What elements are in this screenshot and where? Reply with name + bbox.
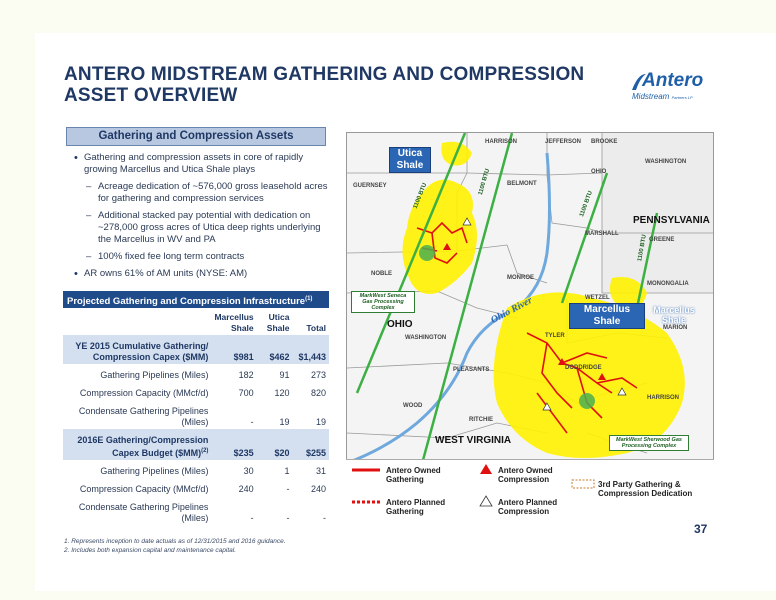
table-header-bar <box>63 291 329 308</box>
county-label: HARRISON <box>647 395 680 401</box>
bullet-item: • AR owns 61% of AM units (NYSE: AM) <box>70 268 332 280</box>
page-frame-bottom <box>0 591 776 600</box>
cell-marcellus: $981 <box>211 335 256 364</box>
row-label: Gathering Pipelines (Miles) <box>100 370 209 380</box>
state-label-oh: OHIO <box>387 319 413 330</box>
legend-owned-compression: Antero Owned Compression <box>498 466 553 484</box>
footnote-1: 1. Represents inception to date actuals as of 12/31/2015 and 2016 guidance. <box>64 538 286 545</box>
cell-total: 820 <box>310 388 326 398</box>
cell-utica: - <box>286 484 290 494</box>
row-label: Gathering Pipelines (Miles) <box>100 466 209 476</box>
cell-marcellus: $235 <box>211 429 256 460</box>
col-header-total: Total <box>306 323 326 333</box>
row-label: YE 2015 Cumulative Gathering/ Compression Capex ($MM) <box>63 335 211 364</box>
county-label: GREENE <box>649 237 675 243</box>
table-header-text: Projected Gathering and Compression Infrastructure <box>67 296 306 308</box>
county-label: NOBLE <box>371 271 392 277</box>
county-label: WASHINGTON <box>645 159 687 165</box>
county-label: GUERNSEY <box>353 183 387 189</box>
utica-shale-label: Utica Shale <box>389 147 431 173</box>
col-header-blank <box>63 308 211 335</box>
cell-marcellus: - <box>250 417 254 427</box>
county-label: MONROE <box>507 275 534 281</box>
cell-utica: $462 <box>257 335 293 364</box>
legend-third-party: 3rd Party Gathering & Compression Dedication <box>598 480 693 498</box>
row-label: Compression Capacity (MMcf/d) <box>79 388 209 398</box>
county-label: HARRISON <box>485 139 518 145</box>
table-row <box>63 496 329 525</box>
legend-planned-compression: Antero Planned Compression <box>498 498 558 516</box>
btu-label: 1100 BTU <box>579 190 594 218</box>
footnotes <box>64 537 286 555</box>
table-header-sup: (1) <box>305 296 313 302</box>
bullet-list <box>70 152 332 285</box>
state-label-pa: PENNSYLVANIA <box>633 215 710 226</box>
pennsylvania-region <box>602 133 714 293</box>
sherwood-complex-label: MarkWest Sherwood Gas Processing Complex <box>609 435 689 451</box>
cell-marcellus: 700 <box>238 388 254 398</box>
cell-utica: 1 <box>284 466 290 476</box>
map-legend <box>346 459 714 518</box>
legend-owned-gathering: Antero Owned Gathering <box>386 466 441 484</box>
table-row <box>63 478 329 496</box>
legend-planned-gathering: Antero Planned Gathering <box>386 498 446 516</box>
sub-bullet-item: – Acreage dedication of ~576,000 gross leasehold acres for gathering and compression services <box>70 181 332 205</box>
cell-marcellus: 182 <box>238 370 254 380</box>
county-label: JEFFERSON <box>545 139 582 145</box>
logo-wordmark: Antero <box>642 70 704 91</box>
sub-bullet-item: – 100% fixed fee long term contracts <box>70 251 332 263</box>
table-row <box>63 429 329 460</box>
row-label: Compression Capacity (MMcf/d) <box>79 484 209 494</box>
bullet-item: • Gathering and compression assets in core of rapidly growing Marcellus and Utica Shale plays <box>70 152 332 176</box>
cell-total: 240 <box>310 484 326 494</box>
row-label-text: 2016E Gathering/Compression Capex Budget ($MM) <box>77 435 209 458</box>
county-label: WASHINGTON <box>405 335 447 341</box>
county-label: WOOD <box>403 403 423 409</box>
cell-total: - <box>323 513 326 523</box>
sub-bullet-item: – Additional stacked pay potential with dedication on ~278,000 gross acres of Utica deep rights underlying the Marcellus in WV and PA <box>70 210 332 246</box>
cell-utica: 19 <box>279 417 290 427</box>
cell-marcellus: - <box>250 513 254 523</box>
col-header-utica: Utica Shale <box>266 312 290 333</box>
county-label: BROOKE <box>591 139 618 145</box>
btu-label: 1100 BTU <box>637 234 648 262</box>
cell-total: $1,443 <box>292 335 329 364</box>
county-label: WETZEL <box>585 295 610 301</box>
river-label: Ohio River <box>489 295 535 326</box>
slide-title: ANTERO MIDSTREAM GATHERING AND COMPRESSION ASSET OVERVIEW <box>64 64 585 106</box>
data-table <box>63 308 329 525</box>
table-row <box>63 335 329 364</box>
cell-total: 273 <box>310 370 326 380</box>
county-label: OHIO <box>591 169 607 175</box>
county-label: BELMONT <box>507 181 537 187</box>
page-frame-top <box>0 0 776 33</box>
cell-utica: 120 <box>274 388 290 398</box>
antero-logo <box>630 70 720 106</box>
btu-label: 1100 BTU <box>412 182 429 210</box>
county-label: MONONGALIA <box>647 281 689 287</box>
cell-total: $255 <box>292 429 329 460</box>
seneca-complex-marker <box>419 245 435 261</box>
table-row <box>63 400 329 429</box>
sherwood-complex-marker <box>579 393 595 409</box>
btu-label: 1100 BTU <box>477 168 492 196</box>
county-label: PLEASANTS <box>453 367 490 373</box>
infrastructure-table <box>63 291 329 525</box>
table-column-headers <box>63 308 329 335</box>
cell-utica: 91 <box>279 370 290 380</box>
marcellus-shale-label: Marcellus Shale <box>569 303 645 329</box>
row-label-sup: (2) <box>201 448 209 454</box>
page-frame-left <box>0 0 35 600</box>
col-header-marcellus: Marcellus Shale <box>214 312 254 333</box>
table-row <box>63 382 329 400</box>
footnote-2: 2. Includes both expansion capital and maintenance capital. <box>64 547 237 554</box>
county-label: DODDRIDGE <box>565 365 602 371</box>
cell-utica: - <box>286 513 290 523</box>
row-label: Condensate Gathering Pipelines (Miles) <box>78 502 209 523</box>
marcellus-ghost-label: Marcellus Shale <box>653 305 695 325</box>
logo-sub-text: Midstream <box>632 92 670 101</box>
page-number: 37 <box>694 522 708 536</box>
county-label: MARSHALL <box>585 231 619 237</box>
cell-marcellus: 240 <box>238 484 254 494</box>
county-label: MARION <box>663 325 688 331</box>
county-label: TYLER <box>545 333 565 339</box>
section-header: Gathering and Compression Assets <box>66 127 326 146</box>
row-label: Condensate Gathering Pipelines (Miles) <box>78 406 209 427</box>
county-label: RITCHIE <box>469 417 493 423</box>
table-row <box>63 460 329 478</box>
seneca-complex-label: MarkWest Seneca Gas Processing Complex <box>351 291 415 313</box>
table-row <box>63 364 329 382</box>
cell-total: 31 <box>315 466 326 476</box>
row-label <box>63 429 211 460</box>
state-label-wv: WEST VIRGINIA <box>435 435 512 446</box>
cell-total: 19 <box>315 417 326 427</box>
logo-sub-small: Partners LP <box>671 95 693 100</box>
cell-marcellus: 30 <box>243 466 254 476</box>
cell-utica: $20 <box>257 429 293 460</box>
logo-subtitle <box>632 92 693 101</box>
